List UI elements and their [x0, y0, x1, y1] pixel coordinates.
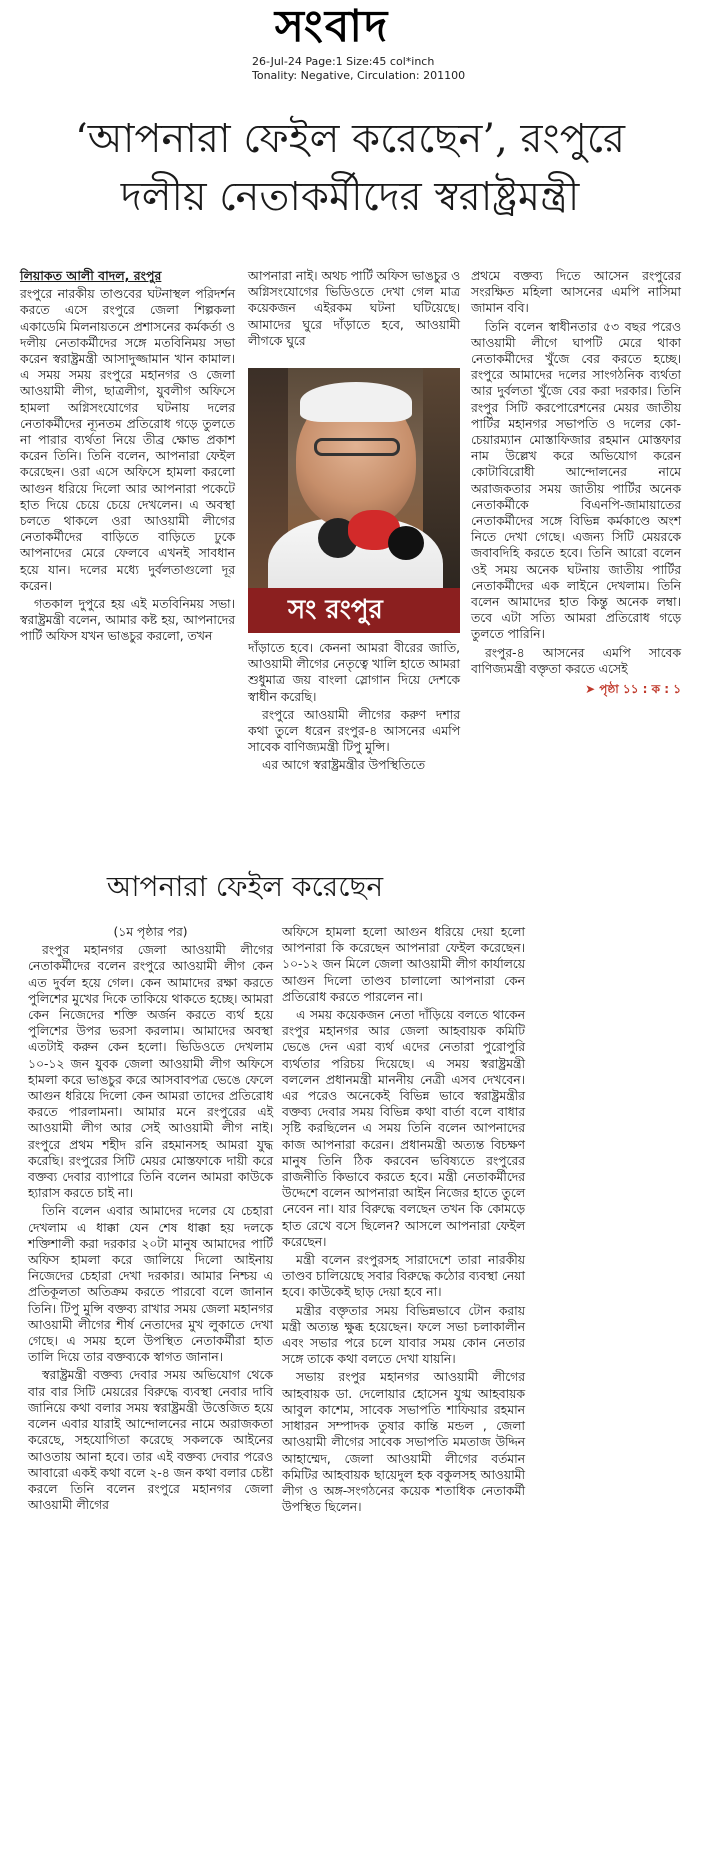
newspaper-logo: সংবাদ	[212, 0, 452, 54]
headline-line-1: ‘আপনারা ফেইল করেছেন’, রংপুরে	[75, 116, 625, 162]
article2-column-1	[28, 924, 273, 1515]
photo-glasses	[314, 438, 400, 456]
paragraph: এ সময় কয়েকজন নেতা দাঁড়িয়ে বলতে থাকেন রংপুর মহানগর আর জেলা আহবায়ক কমিটি ভেঙে দেন এরা ব্যর্থ এদের নেতারা পুরোপুরি ব্যর্থতার পরিচয় দিয়েছে। এ সময় স্বরাষ্ট্রমন্ত্রী বললেন প্রধানমন্ত্রী মাননীয় নেত্রী এসব দেখবেন। এর পরেও অনেকেই বিভিন্ন ভাবে স্বরাষ্ট্রমন্ত্রীর বক্তব্য দেবার সময় বিভিন্ন কথা বার্তা বলে বাধার সৃষ্টি করছিলেন এ সময় তিনি বলেন আপনাদের কাজ আপনারা করেন। প্রধানমন্ত্রী অত্যন্ত বিচক্ষণ মানুষ তিনি ঠিক করবেন ভবিষ্যতে রংপুরের রাজনীতি কিভাবে করতে হবে। মন্ত্রী নেতাকর্মীদের উদ্দেশে বলেন আপনারা আইন নিজের হাতে তুলে নেবেন না। যার বিরুদ্ধে বলছেন তখন কি কোমড়ে হাত রেখে বসে ছিলেন? আসলে আপনারা ফেইল করেছেন।	[282, 1008, 525, 1249]
paragraph: তিনি বলেন এবার আমাদের দলের যে চেহারা দেখলাম এ ধাক্কা যেন শেষ ধাক্কা হয় দলকে শক্তিশালী করা দরকার ২০টা মানুষ আমাদের পার্টি অফিস হামলা করে জালিয়ে দিলো আইনায় নিজেদের চেহারা দেখা দরকার। আমার নিশ্চয় এ প্রতিকূলতা অতিক্রম করতে পারবো বলে জানান তিনি। টিপু মুন্সি বক্তব্য রাখার সময় জেলা মহানগর আওয়ামী লীগের শীর্ষ নেতাদের মুখ লুকাতে দেখা গেছে। এ সময় হলে উপস্থিত নেতাকর্মীরা হাত তালি দিয়ে তার বক্তব্যকে স্বাগত জানান।	[28, 1204, 273, 1365]
paragraph: তিনি বলেন স্বাধীনতার ৫৩ বছর পরেও আওয়ামী লীগে ঘাপটি মেরে থাকা নেতাকর্মীদের খুঁজে বের করতে হচ্ছে। রংপুরে আমাদের দলের সাংগঠনিক ব্যর্থতা আর দুর্বলতা খুঁজে বের করা দরকার। তিনি রংপুর সিটি করপোরেশনের মেয়র জাতীয় পার্টির মহানগর সভাপতি ও দলের কো-চেয়ারম্যান মোস্তাফিজার রহমান মোস্তফার নাম উল্লেখ করে অভিযোগ করেন কোটাবিরোধী আন্দোলনের নামে অরাজকতার সময় জাতীয় পার্টির অনেক নেতাকর্মীকে বিএনপি-জামায়াতের নেতাকর্মীদের সঙ্গে বিভিন্ন কর্মকাণ্ডে অংশ নিতে দেখা গেছে। এজন্য সিটি মেয়রকে জবাবদিহি করতে হবে। তিনি আরো বলেন ওই সময় অনেক ঘটনায় জাতীয় পার্টির নেতাকর্মীদের এক লাইনে দেখলাম। তিনি বলেন আমাদের হাত কিন্তু অনেক লম্বা। তবে এটা সত্যি আমরা প্রতিরোধ গড়ে তুলতে পারিনি।	[471, 319, 681, 642]
paragraph: আপনারা নাই। অথচ পার্টি অফিস ভাঙচুর ও অগ্নিসংযোগের ভিডিওতে দেখা গেল মাত্র কয়েকজন এইরকম ঘটনা ঘটিয়েছে। আমাদের ঘুরে দাঁড়াতে হবে, আওয়ামী লীগকে ঘুরে	[248, 269, 460, 348]
microphone-icon	[388, 526, 424, 560]
paragraph: অফিসে হামলা হলো আগুন ধরিয়ে দেয়া হলো আপনারা কি করেছেন আপনারা ফেইল করেছেন। ১০-১২ জন মিলে জেলা আওয়ামী লীগ কার্যালয়ে আগুন দিলো তাণ্ডব চালালো আপনারা কেন প্রতিরোধ করতে পারলেন না।	[282, 925, 525, 1004]
photo-hair	[300, 382, 412, 422]
article1-column-3	[471, 268, 681, 697]
byline: লিয়াকত আলী বাদল, রংপুর	[20, 268, 162, 283]
paragraph: মন্ত্রী বলেন রংপুরসহ সারাদেশে তারা নারকীয় তাণ্ডব চালিয়েছে সবার বিরুদ্ধে কঠোর ব্যবস্থা নেয়া হবে। কাউকেই ছাড় দেয়া হবে না।	[282, 1253, 525, 1300]
masthead	[0, 0, 701, 95]
paragraph: প্রথমে বক্তব্য দিতে আসেন রংপুরের সংরক্ষিত মহিলা আসনের এমপি নাসিমা জামান ববি।	[471, 269, 681, 316]
paragraph: গতকাল দুপুরে হয় এই মতবিনিময় সভা। স্বরাষ্ট্রমন্ত্রী বলেন, আমার কষ্ট হয়, আপনাদের পার্টি অফিস যখন ভাঙচুর করলো, তখন	[20, 597, 235, 644]
minister-photo	[248, 368, 460, 633]
clip-meta	[252, 55, 465, 83]
continued-page-link[interactable]: ➤ পৃষ্ঠা ১১ : ক : ১	[585, 682, 681, 697]
paragraph: রংপুরে নারকীয় তাণ্ডবের ঘটনাস্থল পরিদর্শন করতে এসে রংপুরে জেলা শিল্পকলা একাডেমি মিলনায়তনে প্রশাসনের কর্মকর্তা ও দলীয় নেতাকর্মীদের সঙ্গে মতবিনিময় সভা করেন স্বরাষ্ট্রমন্ত্রী আসাদুজ্জামান খান কামাল। এ সময় সময় রংপুরে মহানগর ও জেলা আওয়ামী লীগ, ছাত্রলীগ, যুবলীগ অফিসে হামলা অগ্নিসংযোগের ঘটনায় দলের নেতাকর্মীদের ন্যূনতম প্রতিরোধ গড়ে তুলতে না পারার ব্যর্থতা নিয়ে তীব্র ক্ষোভ প্রকাশ করেন তিনি। তিনি বলেন, আপনারা ফেইল করেছেন। ওরা এসে অফিসে হামলা করলো আগুন ধরিয়ে দিলো আর আপনারা পকেটে হাত দিয়ে চেয়ে চেয়ে দেখলেন। এ অবস্থা চলতে থাকলে ওরা আওয়ামী লীগের নেতাকর্মীদের বাড়িতে বাড়িতে ঢুকে আপনাদের মেরে ফেলবে এখনই সাবধান হয়ে যান। দলের মধ্যে দুর্বলতাগুলো দূর করেন।	[20, 287, 235, 593]
paragraph: মন্ত্রীর বক্তৃতার সময় বিভিন্নভাবে টোন করায় মন্ত্রী অত্যন্ত ক্ষুব্ধ হয়েছেন। ফলে সভা চলাকালীন এবং সভার পরে চলে যাবার সময় কোন নেতার সঙ্গে তাকে কথা বলতে দেখা যায়নি।	[282, 1303, 525, 1367]
paragraph: স্বরাষ্ট্রমন্ত্রী বক্তব্য দেবার সময় অভিযোগ থেকে বার বার সিটি মেয়রের বিরুদ্ধে ব্যবস্থা নেবার দাবি জানিয়ে কথা বলার সময় স্বরাষ্ট্রমন্ত্রী উত্তেজিত হয়ে বলেন এবার যারাই আন্দোলনের নামে অরাজকতা করেছে, সহযোগিতা করেছে সকলকে আইনের আওতায় আনা হবে। তার এই বক্তব্য দেবার পরেও আবারো একই কথা বলে ২-৪ জন কথা বলার চেষ্টা করলে তিনি বলেন রংপুরে মহানগর জেলা আওয়ামী লীগের	[28, 1368, 273, 1513]
headline-line-2: দলীয় নেতাকর্মীদের স্বরাষ্ট্রমন্ত্রী	[120, 174, 580, 220]
article-headline	[20, 110, 680, 226]
from-page-label: (১ম পৃষ্ঠার পর)	[113, 925, 188, 939]
paragraph: রংপুরে আওয়ামী লীগের করুণ দশার কথা তুলে ধরেন রংপুর-৪ আসনের এমপি সাবেক বাণিজ্যমন্ত্রী টিপু মুন্সি।	[248, 707, 460, 755]
article1-column-2-bottom	[248, 640, 460, 776]
continuation-headline: আপনারা ফেইল করেছেন	[106, 870, 384, 903]
clip-info: 26-Jul-24 Page:1 Size:45 col*inch	[252, 55, 435, 68]
photo-banner: সং রংপুর	[248, 588, 460, 633]
clip-tonality: Tonality: Negative, Circulation: 201100	[252, 69, 466, 82]
paragraph: এর আগে স্বরাষ্ট্রমন্ত্রীর উপস্থিতিতে	[262, 758, 425, 773]
article1-column-1	[20, 268, 235, 647]
paragraph: রংপুর মহানগর জেলা আওয়ামী লীগের নেতাকর্মীদের বলেন রংপুরে আওয়ামী লীগ কেন এত দুর্বল হয়ে গেল। কেন আমাদের রক্ষা করতে পুলিশের মুখের দিকে তাকিয়ে থাকতে হচ্ছে। আমরা কেন নিজেদের শক্তি অর্জন করতে ব্যর্থ হয়ে পুলিশের উপর ভরসা করলাম। আমাদের অবস্থা এতটাই করুন কেন হলো। ভিডিওতে দেখলাম ১০-১২ জন যুবক জেলা আওয়ামী লীগ অফিসে হামলা করে ভাঙচুর করে আসবাবপত্র ভেঙে ফেলে আগুন ধরিয়ে দিলো কেন আমরা তাদের প্রতিরোধ করতে পারলামনা। আমার মনে রংপুরের এই আওয়ামী লীগ আর সেই আওয়ামী লীগ নাই। রংপুরে প্রথম শহীদ রনি রহমানসহ আমরা যুদ্ধ করেছি। রংপুরের সিটি মেয়র মোস্তফাকে দায়ী করে বক্তব্য দেবার ব্যাপারে তিনি বলেন আমরা কাউকে হ্যারাস করতে চাই না।	[28, 943, 273, 1201]
paragraph: রংপুর-৪ আসনের এমপি সাবেক বাণিজ্যমন্ত্রী বক্তৃতা করতে এসেই	[471, 645, 681, 676]
article1-column-2-top	[248, 268, 460, 351]
paragraph: সভায় রংপুর মহানগর আওয়ামী লীগের আহবায়ক ডা. দেলোয়ার হোসেন যুগ্ম আহবায়ক আবুল কাশেম, সাবেক সভাপতি শাফিয়ার রহমান সাধারন সম্পাদক তুষার কান্তি মন্ডল , জেলা আওয়ামী লীগের সাবেক সভাপতি মমতাজ উদ্দিন আহাম্মেদ, জেলা আওয়ামী লীগের বর্তমান কমিটির আহবায়ক ছায়েদুল হক বকুলসহ আওয়ামী লীগ ও অঙ্গ-সংগঠনের কয়েক শতাধিক নেতাকর্মী উপস্থিত ছিলেন।	[282, 1370, 525, 1515]
article2-column-2	[282, 924, 525, 1517]
paragraph: দাঁড়াতে হবে। কেননা আমরা বীরের জাতি, আওয়ামী লীগের নেতৃত্বে খালি হাতে আমরা শুধুমাত্র জয় বাংলা স্লোগান দিয়ে দেশকে স্বাধীন করেছি।	[248, 641, 460, 704]
